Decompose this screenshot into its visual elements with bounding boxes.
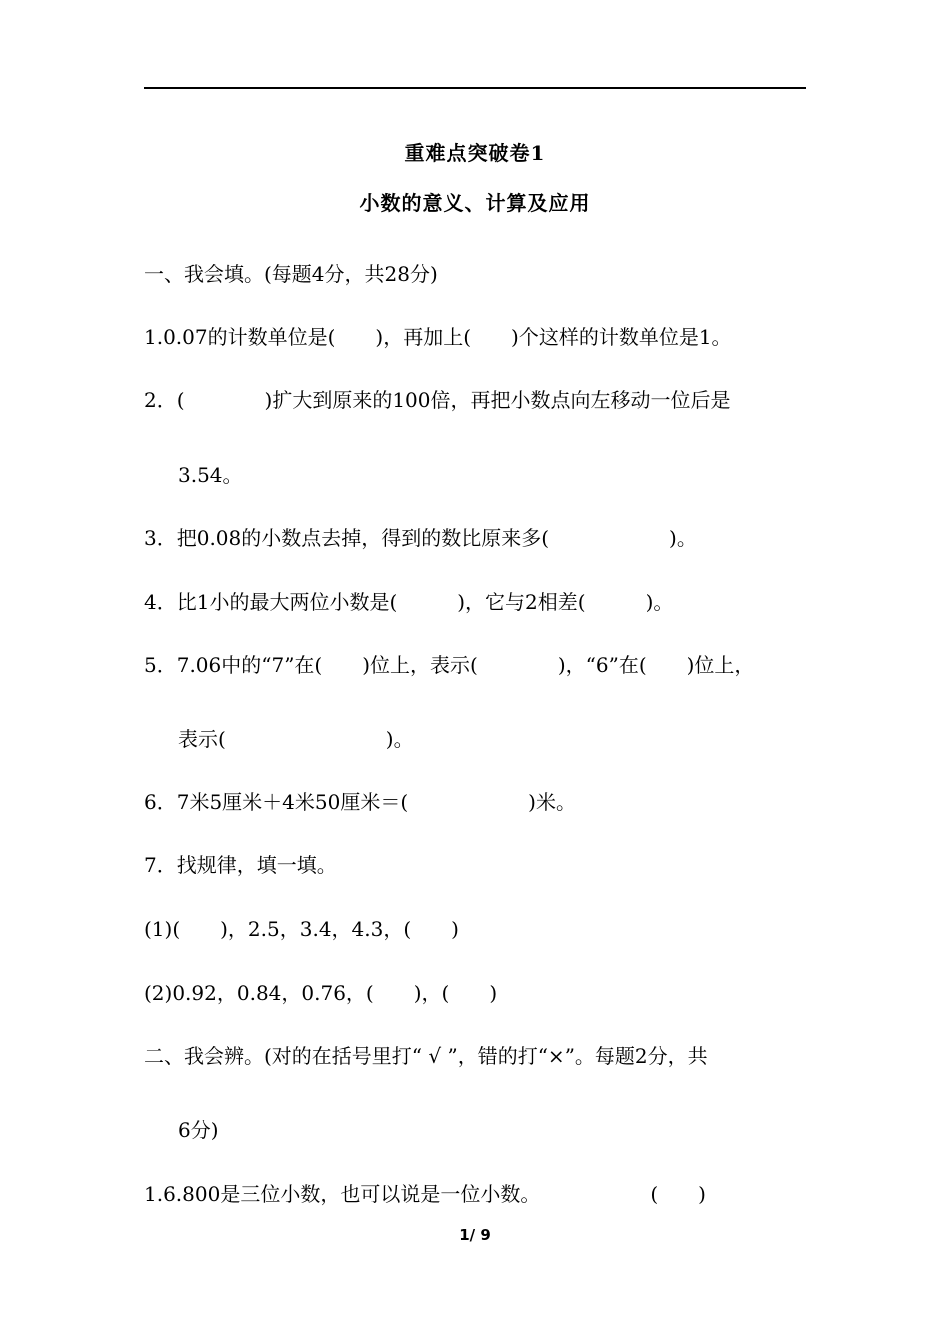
question-1-4: 4．比1小的最大两位小数是( )，它与2相差( )。 xyxy=(144,590,674,614)
page-number: 1/ 9 xyxy=(459,1226,491,1244)
question-1-7-2: (2)0.92，0.84，0.76，( )，( ) xyxy=(144,981,498,1005)
doc-title: 重难点突破卷1 xyxy=(404,141,546,165)
question-1-6: 6．7米5厘米＋4米50厘米＝( )米。 xyxy=(144,790,576,814)
question-1-1: 1.0.07的计数单位是( )，再加上( )个这样的计数单位是1。 xyxy=(144,325,732,349)
question-1-5: 5．7.06中的“7”在( )位上，表示( )，“6”在( )位上， xyxy=(144,653,755,677)
question-1-5-cont: 表示( )。 xyxy=(178,727,414,751)
section-1-heading: 一、我会填。(每题4分，共28分) xyxy=(144,262,438,286)
question-2-1: 1.6.800是三位小数，也可以说是一位小数。 ( ) xyxy=(144,1182,706,1206)
question-1-2: 2．( )扩大到原来的100倍，再把小数点向左移动一位后是 xyxy=(144,388,731,412)
section-2-heading: 二、我会辨。(对的在括号里打“ √ ”，错的打“×”。每题2分，共 xyxy=(144,1044,708,1068)
question-1-7-1: (1)( )，2.5，3.4，4.3，( ) xyxy=(144,917,459,941)
header-rule xyxy=(144,87,806,89)
doc-subtitle: 小数的意义、计算及应用 xyxy=(359,191,591,215)
question-1-7: 7．找规律，填一填。 xyxy=(144,853,337,877)
question-1-3: 3．把0.08的小数点去掉，得到的数比原来多( )。 xyxy=(144,526,697,550)
section-2-heading-cont: 6分) xyxy=(178,1118,219,1142)
question-1-2-cont: 3.54。 xyxy=(178,463,243,487)
